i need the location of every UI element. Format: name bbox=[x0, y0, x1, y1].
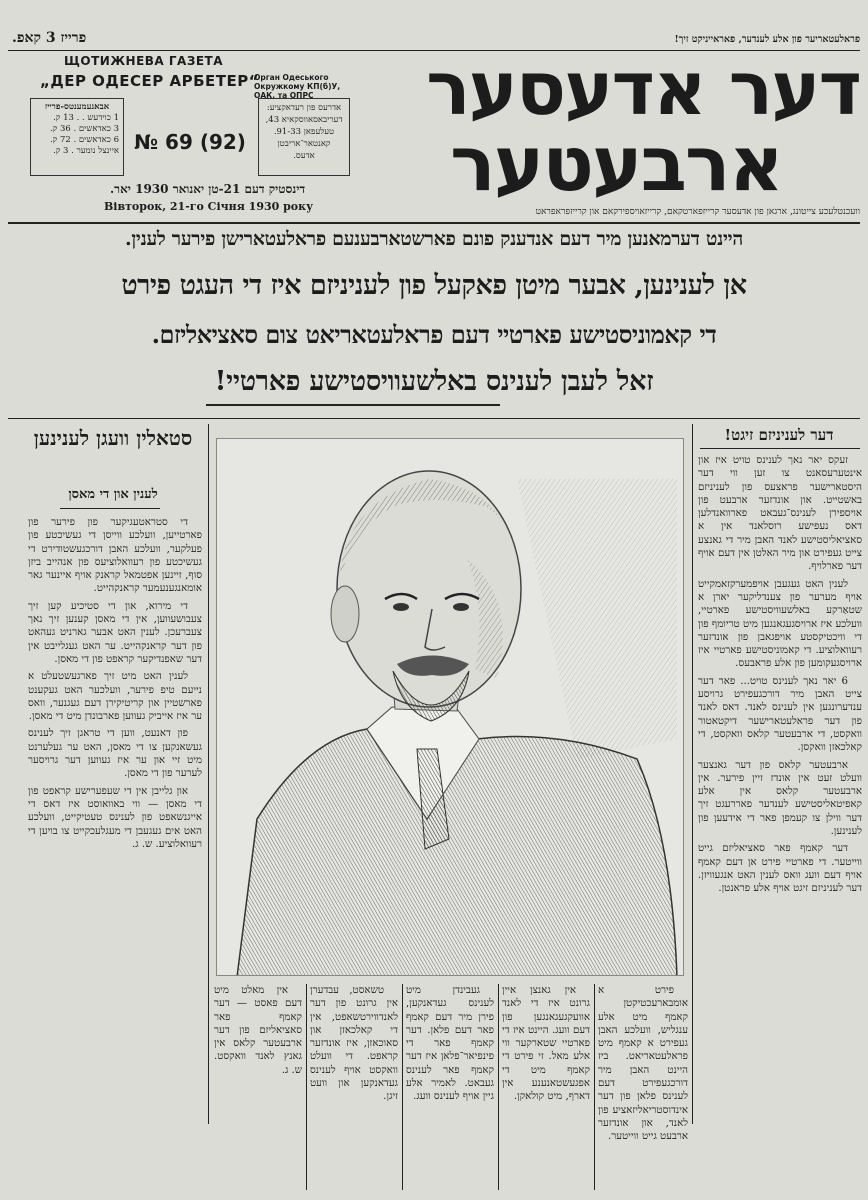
bottom-paragraph: טשאסט, עבדערן אין גרונט פון דער לאנדווירטשאפט, אין די קאלכאזן און סאוכאזן, איז אונדזער קראפט. די וועלט וואקסט אויף לענינס געדאנקען און וועט זיגן. bbox=[310, 985, 398, 1103]
slogan: פראלעטאריער פון אלע לענדער, פאראייניקט זיך! bbox=[674, 34, 860, 45]
bottom-column bbox=[598, 984, 688, 1190]
ukr-weekly-label: ЩОТИЖНЕВА ГАЗЕТА bbox=[64, 54, 224, 68]
right-article-paragraph: ארבעטער קלאס פון דער גאנצער וועלט זעט אין אונדז זיין פירער. אין ארבעטער קלאס אין אלע קאפיטאליסטישע לענדער פאררעגט זיך דער ווילן צו קעמפן פאר די אידעען פון לענינען. bbox=[698, 759, 862, 838]
subscription-row: 6 כאדאשים . 72 ק. bbox=[49, 135, 119, 145]
address-line: אדרעס פון רעדאקציע: bbox=[266, 103, 342, 113]
bottom-column bbox=[214, 984, 302, 1190]
right-article-paragraph: דער קאמף פאר סאציאליזם גייט ווייטער. די פארטיי פירט אן דעם קאמף אויף דעם וועג וואס לענין האט אנגעוויזן. דער לעניניזם זיגט אויף אלע פראנטן. bbox=[698, 843, 862, 895]
subscription-row: 3 כאדאשים . 36 ק. bbox=[49, 124, 119, 134]
left-article-paragraph: די סטראטעגיקער פון פירער פון פארטייען, וועלכע ווייסן די געשיכטע פון פעלקער, וועלכע האבן דורכגעשטודירט די געשיכטע פון רעוואלוציעס פון אנהייב ביזן סוף, זיינען אפטמאל קראנק אויף איינער גאר אומאנגענעמער קראנקהייט. bbox=[28, 517, 202, 595]
bottom-column bbox=[502, 984, 590, 1190]
bottom-column bbox=[406, 984, 494, 1190]
banner-line-2: אן לענינען, אבער מיטן פאקעל פון לעניניזם איז די העגט פירט bbox=[121, 270, 747, 301]
banner-underline bbox=[206, 404, 500, 406]
subscription-row: איינצל נומער . 3 ק. bbox=[53, 146, 119, 156]
date-yiddish: דינסטיק דעם 21-טן יאנואר 1930 יאר. bbox=[110, 182, 306, 196]
right-article-body bbox=[698, 454, 862, 1190]
right-article-paragraph: 6 יאר נאך לענינס טויט... פאר דער צייט האבן מיר דורכגעפירט גרויסע ענדערונגען אין לענינס לאנד. דאס לאנד פון דער פראלעטארישער דיקטאטור וואקסט, די ארבעטער קלאס וואקסט, די קאלכאזן וואקסן. bbox=[698, 675, 862, 754]
bottom-paragraph: געבינדן מיט לענינס געדאנקען, פירן מיר דעם קאמף פאר דעם פלאן. דער קאמף פאר די פינפיאר־פלאן איז דער קאמף פאר לענינס געבאט. לאמיר אלע גיין אויף לענינס וועג. bbox=[406, 985, 494, 1103]
issue-number: № 69 (92) bbox=[134, 130, 246, 154]
right-article-title: דער לעניניזם זיגט! bbox=[724, 426, 834, 444]
subscription-box bbox=[30, 98, 124, 176]
right-article-rule bbox=[700, 448, 860, 449]
masthead-subtitle: וועכנטלעכע צייטונג, ארגאן פון אדעסער קרייזפארטקאם, קרייזאויספירקאם און קרייזפראפראט bbox=[535, 207, 860, 217]
bottom-paragraph: אין גאנצן איין גרונט איז די לאנד אוועקגעגאנגען פון דעם וועג. היינט איז די פארטיי שטארקער ווי אלע מאל. זי פירט די קאמף מיט די אפגעשטאנענע אין דארף, מיט קולאקן. bbox=[502, 985, 590, 1103]
banner-line-4: זאל לעבן לענינס באלשעוויסטישע פארטיי! bbox=[214, 366, 654, 397]
column-divider bbox=[208, 424, 209, 1124]
bottom-paragraph: פירט א אומבארעכטיקטן קאמף מיט אלע ענגליש, וועלכע האבן געפירט א קאמף מיט פראלעטאריאט. ביז היינט האבן מיר דורכגעפירט דעם לענינס פלאן פון דער אינדוסטריאליזאציע פון לאנד, און אונדזער ארבעט גייט ווייטער. bbox=[598, 985, 688, 1143]
left-article-body bbox=[28, 516, 202, 1106]
ukr-organ: Орган Одеського Окружкому КП(б)У, ОАК. та ОПРС bbox=[254, 73, 341, 100]
column-divider bbox=[498, 984, 499, 1190]
address-box bbox=[258, 98, 350, 176]
left-article-paragraph: די מירוא, און די סטיכיע קען זיך צעבושעווען, אין די מאסן קענען זיך נאך צעברעכן. לענין האט אבער גארניט געהאט פון דער קראנקהייט. ער האט געגלייבט אין דער שאפנדיקער קראפט פון די מאסן. bbox=[28, 600, 202, 665]
left-article-paragraph: און גלייבן אין די שעפערישע קראפט פון די מאסן — ווי באוואוסט איז דאס די אייגנשאפט פון לענינס טעטיקייט, וועלכע האט אים געגעבן די מעגלעכקייט צו בויען די רעוואלוציע. ש. ג. bbox=[28, 785, 202, 850]
banner-line-3: די קאמוניסטישע פארטיי דעם פראלעטאריאט צום סאציאליזם. bbox=[151, 320, 717, 349]
right-article-paragraph: לענין האט געגעבן אויפמערקזאמקייט אויף מערער פון צענדליקער יארן א שטאַרקע באלשעוויסטישע פארטיי, וועלכע איז ארויסגעגאנגען מיט טריומף פון די וויכטיקסטע אויפגאבן פון אונדזער רעוואלוציע. די קאמוניסטישע פארטיי איז ארויסגעקומען פון אלע פראבעס. bbox=[698, 578, 862, 670]
address-line: אדעס. bbox=[293, 151, 315, 161]
left-article-rule bbox=[60, 508, 160, 509]
column-divider bbox=[692, 424, 693, 1124]
right-article-paragraph: זעקס יאר נאך לענינס טויט איז און אינטערעסאנט צו זען ווי דער היסטארישער פראצעס פון לעניניזם באשטייט. און אונדזער ארבעט פון אויספירן לענינס־געבאט פארוואנדלען דאס נעפישע רוסלאנד אין א סאציאליסטישע לאנד האבן מיר די גאנצע צייט געפירט און מיר האלטן אין דעם אויף דער פארלויף. bbox=[698, 455, 862, 573]
left-article-subtitle: לענין און די מאסן bbox=[68, 487, 158, 502]
address-line: טעלעפאן 91-33. bbox=[273, 127, 335, 137]
bottom-paragraph: אין מאלט מיט דעם פאסט — דער קאמף פאר סאציאליזם פון דער ארבעטער קלאס אין גאנץ לאנד וואקסט. ש. ג. bbox=[214, 985, 302, 1076]
masthead-title-top: דער אדעסער bbox=[426, 46, 860, 132]
masthead-title-bottom: ארבעטער bbox=[449, 119, 782, 208]
price: פרייז 3 קאפ. bbox=[12, 30, 87, 46]
left-article-paragraph: לענין האט מיט זיך פארגעשטעלט א נייעם טיפ פירער, וועלכער האט געקענט פארשטיין און קריטיקירן דעם געגנער, וואס ער איז אייביק געווען פארבונדן מיט די מאסן. bbox=[28, 671, 202, 723]
portrait-drawing bbox=[217, 439, 684, 976]
address-line: דעריבאסאווסקאיא 43, bbox=[265, 115, 343, 125]
masthead-rule bbox=[8, 222, 860, 224]
date-ukrainian: Вівторок, 21-го Січня 1930 року bbox=[104, 200, 314, 213]
left-article-paragraph: פון דאנעט, ווען די טראגן זיך לענינס געשאנקען צו די מאסן, האט ער געלערנט מיט זיי און ער איז געווען דער גרויסער לערער פון די מאסן. bbox=[28, 728, 202, 780]
left-article-title: סטאלין וועגן לענינען bbox=[33, 426, 193, 450]
banner-line-1: היינט דערמאנען מיר דעם אנדענק פונם פארשטארבענעם פראלעטארישן פירער לענין. bbox=[125, 228, 743, 250]
subscription-heading: אבאנעמענטס-פרייז bbox=[44, 102, 110, 112]
column-divider bbox=[594, 984, 595, 1190]
ukr-newspaper-name: „ДЕР ОДЕСЕР АРБЕТЕР“ bbox=[40, 72, 260, 90]
address-line: קאנטאר־אריבטן bbox=[277, 139, 331, 149]
bottom-column bbox=[310, 984, 398, 1190]
column-divider bbox=[306, 984, 307, 1190]
banner-rule bbox=[8, 418, 860, 419]
column-divider bbox=[402, 984, 403, 1190]
lenin-portrait bbox=[216, 438, 684, 976]
subscription-row: 1 כוידעש . . 13 ק. bbox=[53, 113, 119, 123]
